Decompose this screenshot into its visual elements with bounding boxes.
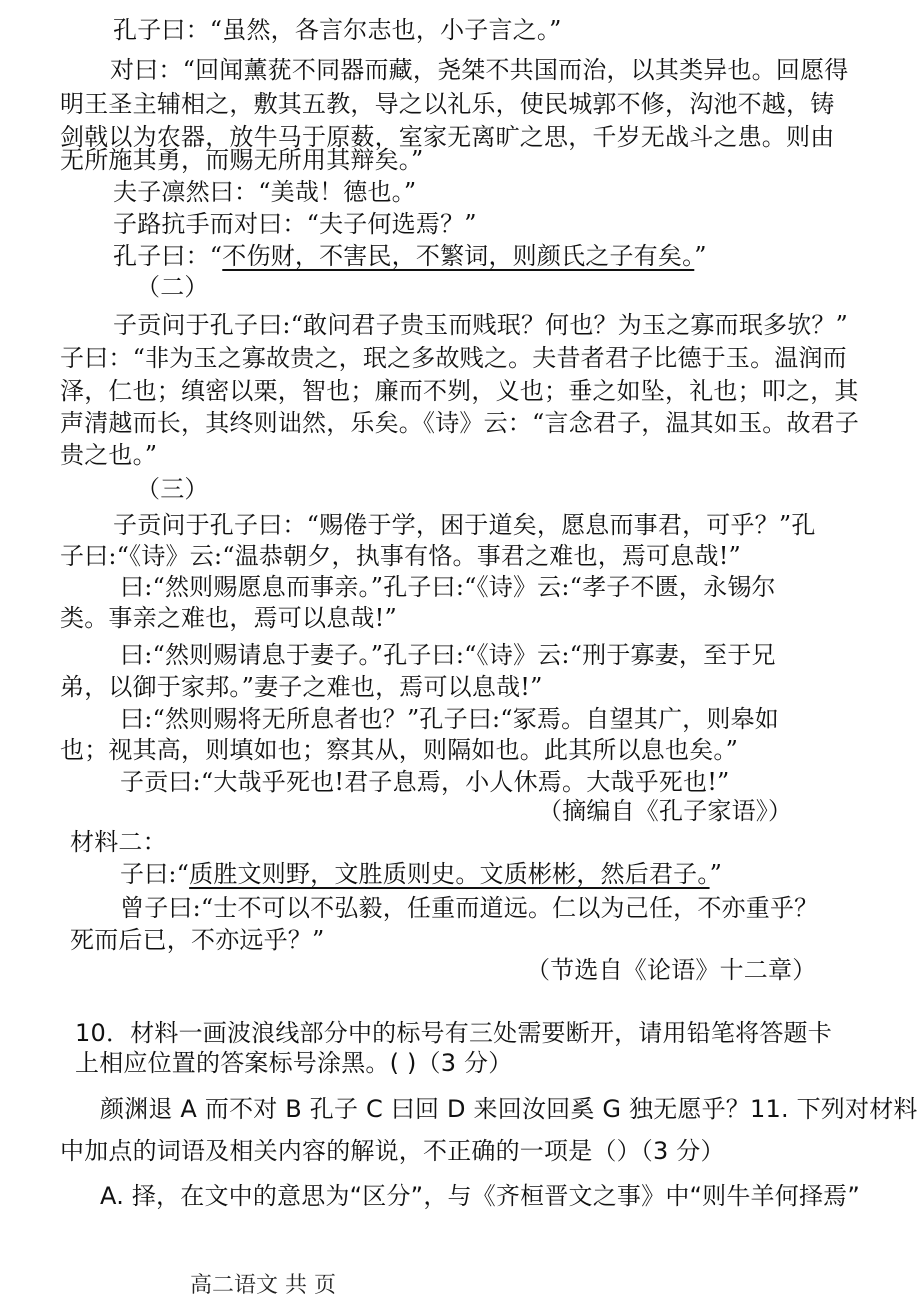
m1-p10-line2: 也；视其高，则填如也；察其从，则隔如也。此其所以息也矣。” <box>60 736 739 764</box>
m2-q1-prefix: 子曰:“ <box>120 860 190 888</box>
m1-p7-line1: 子贡问于孔子曰：“赐倦于学，困于道矣，愿息而事君，可乎？”孔 <box>113 511 816 539</box>
m1-p2-line3: 剑戟以为农器，放牛马于原薮，室家无离旷之思，千岁无战斗之患。则由 <box>60 123 835 151</box>
m1-p6-line5: 贵之也。” <box>60 441 158 469</box>
m1-p10-line1: 曰:“然则赐将无所息者也？”孔子曰:“冢焉。自望其广，则皋如 <box>120 705 779 733</box>
m1-p5-suffix: ” <box>694 242 707 270</box>
m1-p6-line1: 子贡问于孔子曰:“敢问君子贵玉而贱珉？何也？为玉之寡而珉多欤？” <box>113 311 849 339</box>
m1-p6-line2: 子曰：“非为玉之寡故贵之，珉之多故贱之。夫昔者君子比德于玉。温润而 <box>60 344 847 372</box>
question10-text: 颜渊退 A 而不对 B 孔子 C 曰回 D 来回汝回奚 G 独无愿乎？11. 下列对材料 <box>100 1095 918 1123</box>
m1-p6-line3: 泽，仁也；缜密以栗，智也；廉而不刿，义也；垂之如坠，礼也；叩之，其 <box>60 377 859 405</box>
m2-q2-line1: 曾子曰:“士不可以不弘毅，任重而道远。仁以为己任，不亦重乎？ <box>120 894 819 922</box>
m1-p5-prefix: 孔子曰：“ <box>113 242 223 270</box>
m2-q1-underlined-sentence: 质胜文则野，文胜质则史。文质彬彬，然后君子。 <box>189 860 710 888</box>
question11-option-a: A. 择，在文中的意思为“区分”，与《齐桓晋文之事》中“则牛羊何择焉” <box>100 1182 860 1210</box>
m1-p2-line4: 无所施其勇，而赐无所用其辩矣。” <box>60 146 424 174</box>
m1-p4-line1: 子路抗手而对曰：“夫子何选焉？” <box>113 210 477 238</box>
m2-q1-line1 <box>120 859 722 889</box>
page-footer: 高二语文 共 页 <box>190 1273 336 1298</box>
m1-p9-line1: 曰:“然则赐请息于妻子。”孔子曰:“《诗》云:“刑于寡妻，至于兄 <box>120 641 776 669</box>
m1-p2-line1: 对曰：“回闻薰莸不同器而藏，尧桀不共国而治，以其类异也。回愿得 <box>110 56 849 84</box>
m1-p8-line2: 类。事亲之难也，焉可以息哉!” <box>60 604 397 632</box>
m1-p11-line1: 子贡曰:“大哉乎死也!君子息焉，小人休焉。大哉乎死也!” <box>120 768 730 796</box>
section-heading-3: （三） <box>136 475 209 503</box>
m1-p6-line4: 声清越而长，其终则诎然，乐矣。《诗》云：“言念君子，温其如玉。故君子 <box>60 409 860 437</box>
m2-q2-line2: 死而后已，不亦远乎？” <box>70 926 325 954</box>
material2-heading: 材料二： <box>70 828 167 856</box>
question10-line1: 10．材料一画波浪线部分中的标号有三处需要断开，请用铅笔将答题卡 <box>75 1019 832 1047</box>
m1-p8-line1: 曰:“然则赐愿息而事亲。”孔子曰:“《诗》云:“孝子不匮，永锡尔 <box>120 573 776 601</box>
question11-line2: 中加点的词语及相关内容的解说，不正确的一项是（）（3 分） <box>60 1137 725 1165</box>
source-note-2: （节选自《论语》十二章） <box>526 956 817 984</box>
m1-p5-underlined-sentence: 不伤财，不害民，不繁词，则颜氏之子有矣。 <box>222 242 695 270</box>
section-heading-2: （二） <box>136 273 209 301</box>
m1-p9-line2: 弟，以御于家邦。”妻子之难也，焉可以息哉!” <box>60 673 543 701</box>
m1-p5-line1 <box>113 241 707 271</box>
source-note-1: （摘编自《孔子家语》） <box>538 797 793 825</box>
m2-q1-suffix: ” <box>709 860 723 888</box>
m1-p7-line2: 子曰:“《诗》云:“温恭朝夕，执事有恪。事君之难也，焉可息哉!” <box>60 542 742 570</box>
m1-p1-line1: 孔子曰：“虽然，各言尔志也，小子言之。” <box>113 16 562 44</box>
question10-line2: 上相应位置的答案标号涂黑。( )（3 分） <box>75 1049 513 1077</box>
m1-p3-line1: 夫子凛然曰：“美哉！德也。” <box>113 178 417 206</box>
m1-p2-line2: 明王圣主辅相之，敷其五教，导之以礼乐，使民城郭不修，沟池不越，铸 <box>60 90 835 118</box>
